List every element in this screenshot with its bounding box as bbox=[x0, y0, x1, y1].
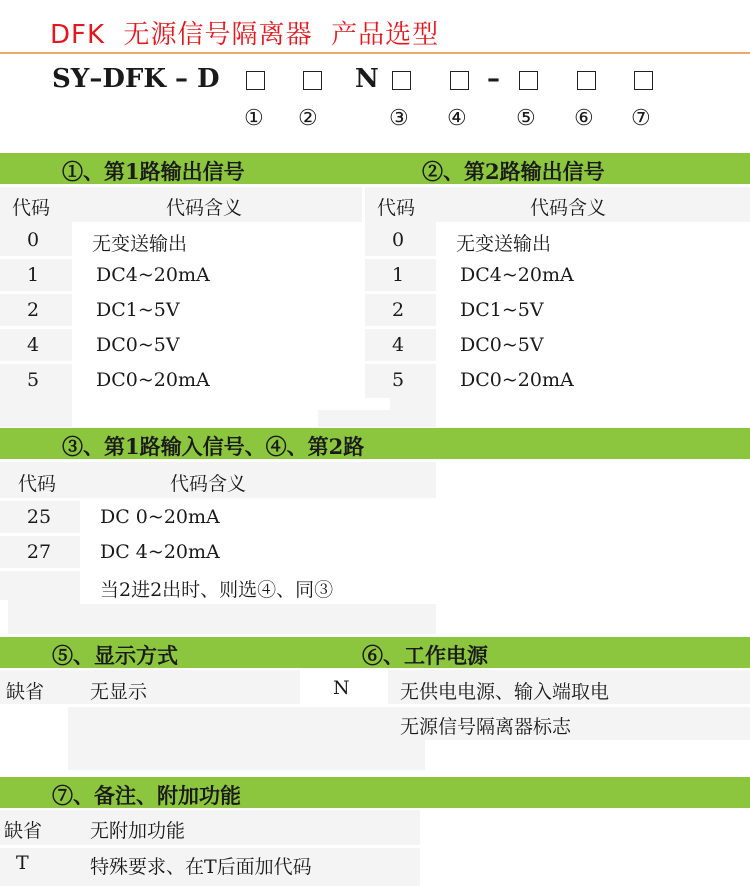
model-prefix: SY–DFK – D bbox=[52, 64, 220, 94]
section2-spacer-edge bbox=[0, 600, 8, 634]
section1-spacer-cell-3 bbox=[390, 398, 436, 427]
marker-3: ③ bbox=[389, 106, 409, 131]
table-row-meaning: DC0~20mA bbox=[96, 369, 210, 391]
model-n: N bbox=[355, 64, 379, 94]
model-slot-5 bbox=[519, 71, 538, 90]
table-row-meaning: DC4~20mA bbox=[460, 264, 574, 286]
model-slot-3 bbox=[392, 71, 411, 90]
title-divider bbox=[0, 52, 750, 54]
model-slot-4 bbox=[450, 71, 469, 90]
table-row-code: 5 bbox=[391, 369, 405, 391]
section3-right-code: N bbox=[333, 677, 350, 699]
section4-title: ⑦、备注、附加功能 bbox=[52, 783, 241, 808]
model-slot-2 bbox=[303, 71, 322, 90]
model-dash: – bbox=[487, 64, 500, 94]
section1-left-header-meaning: 代码含义 bbox=[166, 197, 243, 219]
section1-spacer-cell-2 bbox=[318, 410, 390, 427]
table-row-meaning: DC0~5V bbox=[96, 334, 180, 356]
table-row-meaning: DC0~20mA bbox=[460, 369, 574, 391]
divider bbox=[0, 256, 750, 259]
table-row-meaning: 无变送输出 bbox=[92, 233, 188, 255]
marker-2: ② bbox=[298, 106, 318, 131]
marker-6: ⑥ bbox=[574, 106, 594, 131]
table-row-code: 1 bbox=[26, 264, 40, 286]
table-row-meaning: DC1~5V bbox=[460, 299, 544, 321]
divider bbox=[0, 704, 750, 707]
model-slot-6 bbox=[577, 71, 596, 90]
marker-1: ① bbox=[244, 106, 264, 131]
section1-spacer-cell-1 bbox=[0, 398, 72, 427]
table-row-meaning: DC 4~20mA bbox=[100, 541, 220, 563]
table-row-code: 1 bbox=[391, 264, 405, 286]
table-row-meaning: DC4~20mA bbox=[96, 264, 210, 286]
table-row-meaning: 无变送输出 bbox=[456, 233, 552, 255]
table-row-meaning: DC0~5V bbox=[460, 334, 544, 356]
section1-right-header-code: 代码 bbox=[377, 197, 416, 219]
section2-header-meaning: 代码含义 bbox=[170, 473, 247, 495]
section2-title: ③、第1路输入信号、④、第2路 bbox=[62, 434, 365, 459]
section2-note: 当2进2出时、则选④、同③ bbox=[100, 579, 334, 601]
table-row-code: 4 bbox=[26, 334, 40, 356]
section4-code: 缺省 bbox=[4, 820, 43, 842]
divider bbox=[0, 291, 750, 294]
marker-5: ⑤ bbox=[516, 106, 536, 131]
table-row-meaning: DC1~5V bbox=[96, 299, 180, 321]
table-row-code: 0 bbox=[26, 229, 40, 251]
table-row-code: 25 bbox=[26, 506, 52, 528]
marker-7: ⑦ bbox=[631, 106, 651, 131]
section1-left-header-code: 代码 bbox=[12, 197, 51, 219]
section2-header-code: 代码 bbox=[18, 473, 57, 495]
page-title: DFK 无源信号隔离器 产品选型 bbox=[50, 20, 440, 50]
table-row-code: 0 bbox=[391, 229, 405, 251]
divider bbox=[0, 533, 436, 536]
model-slot-7 bbox=[634, 71, 653, 90]
section3-left-blank bbox=[0, 707, 68, 770]
section3-right-title: ⑥、工作电源 bbox=[362, 643, 488, 668]
table-row-code: 2 bbox=[26, 299, 40, 321]
section3-left-code: 缺省 bbox=[6, 681, 45, 703]
table-row-code: 4 bbox=[391, 334, 405, 356]
section3-left-title: ⑤、显示方式 bbox=[52, 643, 178, 668]
section4-meaning: 无附加功能 bbox=[90, 820, 186, 842]
divider bbox=[0, 845, 420, 848]
section1-right-header-meaning: 代码含义 bbox=[530, 197, 607, 219]
table-row-code: 27 bbox=[26, 541, 52, 563]
table-row-code: 5 bbox=[26, 369, 40, 391]
section1-left-title: ①、第1路输出信号 bbox=[62, 159, 245, 184]
divider bbox=[0, 498, 436, 501]
section3-right-line1: 无供电电源、输入端取电 bbox=[400, 681, 610, 703]
section3-left-meaning: 无显示 bbox=[90, 681, 148, 703]
section3-right-line2: 无源信号隔离器标志 bbox=[400, 716, 572, 738]
divider bbox=[0, 361, 750, 364]
section2-spacer bbox=[0, 604, 436, 634]
model-slot-1 bbox=[246, 71, 265, 90]
section4-code: T bbox=[16, 852, 29, 874]
section1-right-title: ②、第2路输出信号 bbox=[422, 159, 605, 184]
divider bbox=[0, 326, 750, 329]
marker-4: ④ bbox=[447, 106, 467, 131]
section4-meaning: 特殊要求、在T后面加代码 bbox=[90, 856, 312, 878]
divider bbox=[0, 568, 436, 571]
table-row-meaning: DC 0~20mA bbox=[100, 506, 220, 528]
table-row-code: 2 bbox=[391, 299, 405, 321]
